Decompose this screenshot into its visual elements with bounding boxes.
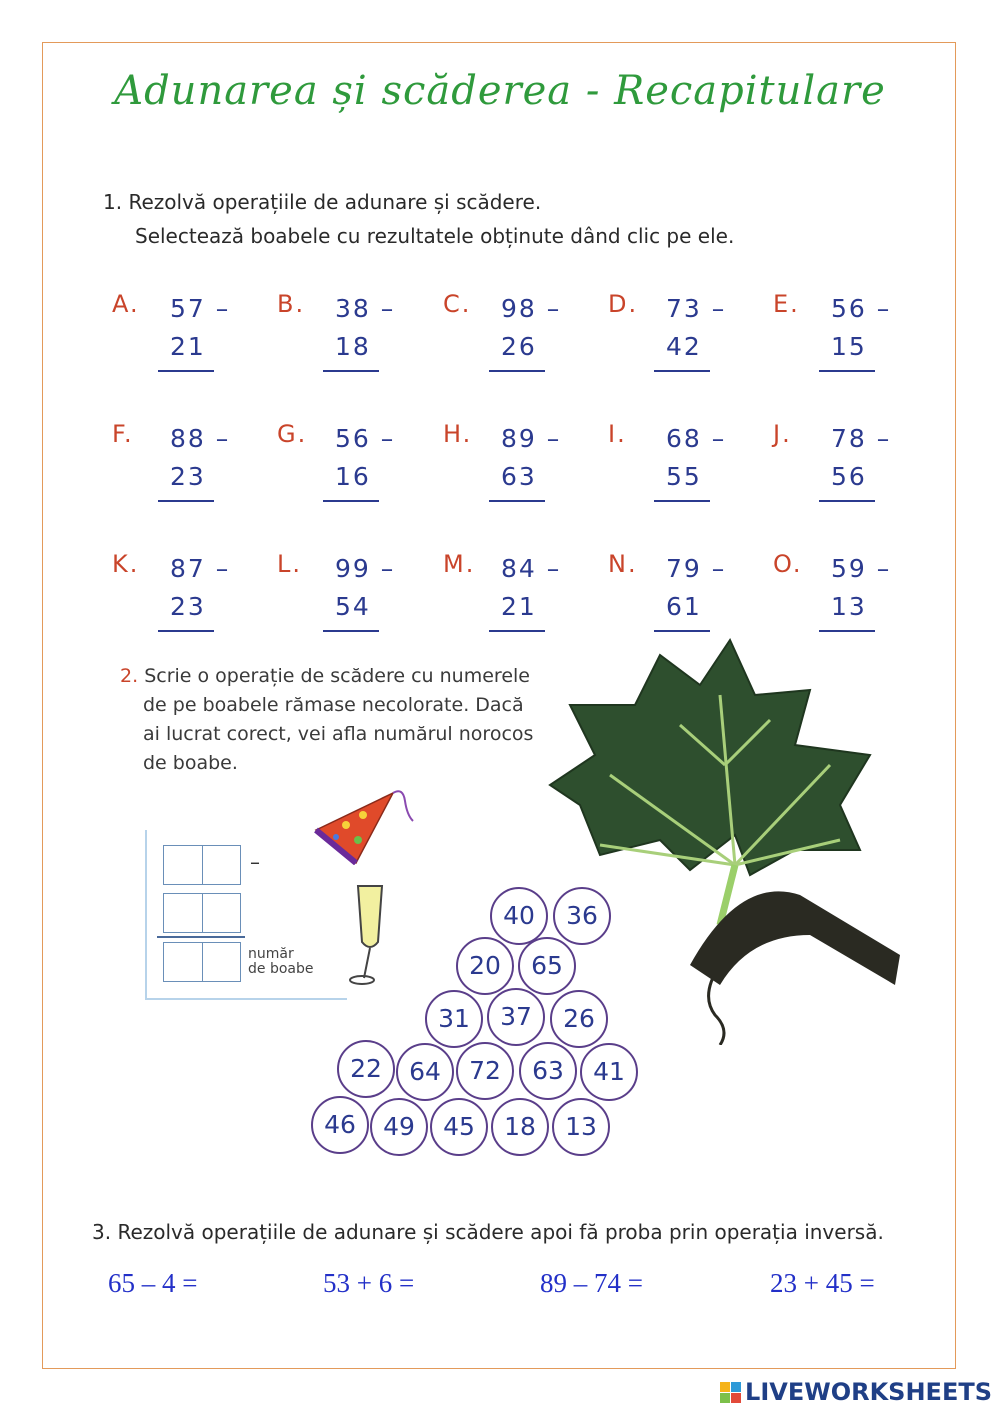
exercise-subtrahend: 23 xyxy=(170,462,206,491)
exercise-O xyxy=(773,550,923,640)
liveworksheets-logo-icon xyxy=(720,1382,741,1403)
exercise-letter: M. xyxy=(443,550,476,578)
minuend-cells[interactable] xyxy=(163,845,241,885)
exercise-letter: F. xyxy=(112,420,134,448)
question-2-number: 2. xyxy=(120,665,139,687)
exercise-letter: G. xyxy=(277,420,308,448)
exercise-minuend: 68 – xyxy=(666,424,727,453)
exercise-minuend: 57 – xyxy=(170,294,231,323)
exercise-F xyxy=(112,420,262,510)
exercise-letter: E. xyxy=(773,290,800,318)
grape-berry[interactable]: 49 xyxy=(370,1098,428,1156)
exercise-letter: O. xyxy=(773,550,803,578)
exercise-subtrahend: 54 xyxy=(335,592,371,621)
exercise-B xyxy=(277,290,427,380)
result-line[interactable] xyxy=(654,630,710,632)
result-line[interactable] xyxy=(489,630,545,632)
exercise-letter: C. xyxy=(443,290,472,318)
exercise-letter: H. xyxy=(443,420,473,448)
exercise-letter: I. xyxy=(608,420,627,448)
exercise-minuend: 89 – xyxy=(501,424,562,453)
result-line[interactable] xyxy=(158,370,214,372)
exercise-minuend: 56 – xyxy=(831,294,892,323)
equation-2: 53 + 6 = xyxy=(323,1268,415,1298)
exercise-I xyxy=(608,420,758,510)
exercise-E xyxy=(773,290,923,380)
exercise-subtrahend: 42 xyxy=(666,332,702,361)
result-line[interactable] xyxy=(489,500,545,502)
question-2 xyxy=(120,662,560,778)
exercise-subtrahend: 13 xyxy=(831,592,867,621)
grape-leaf-icon xyxy=(540,635,910,1045)
box-result-line xyxy=(157,936,245,938)
grape-berry[interactable]: 46 xyxy=(311,1096,369,1154)
question-3: 3. Rezolvă operațiile de adunare și scădere apoi fă proba prin operația inversă. xyxy=(92,1220,884,1244)
result-line[interactable] xyxy=(323,500,379,502)
worksheet-title: Adunarea și scăderea - Recapitulare xyxy=(114,68,886,114)
exercise-A xyxy=(112,290,262,380)
exercise-subtrahend: 21 xyxy=(501,592,537,621)
result-cells[interactable] xyxy=(163,942,241,982)
exercise-minuend: 98 – xyxy=(501,294,562,323)
result-line[interactable] xyxy=(819,370,875,372)
grape-berry[interactable]: 64 xyxy=(396,1043,454,1101)
exercise-letter: N. xyxy=(608,550,638,578)
exercise-J xyxy=(773,420,923,510)
exercise-minuend: 87 – xyxy=(170,554,231,583)
question-2-line-1: Scrie o operație de scădere cu numerele xyxy=(144,665,530,687)
result-line[interactable] xyxy=(323,630,379,632)
question-2-line-4: de boabe. xyxy=(143,752,238,774)
result-line[interactable] xyxy=(819,630,875,632)
exercise-letter: K. xyxy=(112,550,140,578)
party-hat-icon xyxy=(308,785,418,865)
exercise-minuend: 99 – xyxy=(335,554,396,583)
exercise-subtrahend: 26 xyxy=(501,332,537,361)
result-line[interactable] xyxy=(323,370,379,372)
grape-berry[interactable]: 40 xyxy=(490,887,548,945)
question-1-line-2: Selectează boabele cu rezultatele obținute dând clic pe ele. xyxy=(135,224,735,248)
brand-text: LIVEWORKSHEETS xyxy=(745,1378,992,1406)
exercise-C xyxy=(443,290,593,380)
result-line[interactable] xyxy=(158,500,214,502)
exercise-letter: L. xyxy=(277,550,302,578)
grape-berry[interactable]: 63 xyxy=(519,1042,577,1100)
exercise-subtrahend: 21 xyxy=(170,332,206,361)
exercise-N xyxy=(608,550,758,640)
exercise-subtrahend: 63 xyxy=(501,462,537,491)
question-1 xyxy=(103,185,734,253)
grape-berry[interactable]: 18 xyxy=(491,1098,549,1156)
grape-berry[interactable]: 41 xyxy=(580,1043,638,1101)
subtrahend-cells[interactable] xyxy=(163,893,241,933)
exercise-minuend: 38 – xyxy=(335,294,396,323)
grape-berry[interactable]: 45 xyxy=(430,1098,488,1156)
exercise-letter: D. xyxy=(608,290,639,318)
exercise-H xyxy=(443,420,593,510)
exercise-minuend: 84 – xyxy=(501,554,562,583)
exercise-subtrahend: 23 xyxy=(170,592,206,621)
exercise-minuend: 79 – xyxy=(666,554,727,583)
exercise-minuend: 56 – xyxy=(335,424,396,453)
exercise-subtrahend: 61 xyxy=(666,592,702,621)
exercise-subtrahend: 16 xyxy=(335,462,371,491)
exercise-M xyxy=(443,550,593,640)
exercise-minuend: 59 – xyxy=(831,554,892,583)
grape-berry[interactable]: 36 xyxy=(553,887,611,945)
exercise-letter: J. xyxy=(773,420,792,448)
box-result-label xyxy=(248,947,313,977)
exercise-G xyxy=(277,420,427,510)
result-line[interactable] xyxy=(489,370,545,372)
grape-berry[interactable]: 26 xyxy=(550,990,608,1048)
result-line[interactable] xyxy=(819,500,875,502)
box-label-line-2: de boabe xyxy=(248,961,314,977)
champagne-glass-icon xyxy=(340,880,400,990)
exercise-K xyxy=(112,550,262,640)
exercise-D xyxy=(608,290,758,380)
exercise-subtrahend: 55 xyxy=(666,462,702,491)
equation-1: 65 – 4 = xyxy=(108,1268,198,1298)
question-2-line-3: ai lucrat corect, vei afla numărul norocos xyxy=(143,723,534,745)
exercise-subtrahend: 18 xyxy=(335,332,371,361)
equation-3: 89 – 74 = xyxy=(540,1268,643,1298)
question-1-line-1: 1. Rezolvă operațiile de adunare și scădere. xyxy=(103,190,542,214)
grape-berry[interactable]: 65 xyxy=(518,937,576,995)
grape-berry[interactable]: 72 xyxy=(456,1042,514,1100)
result-line[interactable] xyxy=(654,370,710,372)
grape-berry[interactable]: 31 xyxy=(425,990,483,1048)
exercise-minuend: 73 – xyxy=(666,294,727,323)
question-2-line-2: de pe boabele rămase necolorate. Dacă xyxy=(143,694,524,716)
result-line[interactable] xyxy=(158,630,214,632)
exercise-minuend: 88 – xyxy=(170,424,231,453)
exercise-L xyxy=(277,550,427,640)
grape-berry[interactable]: 22 xyxy=(337,1040,395,1098)
liveworksheets-brand xyxy=(720,1378,992,1406)
exercise-letter: A. xyxy=(112,290,140,318)
grape-berry[interactable]: 20 xyxy=(456,937,514,995)
box-label-line-1: număr xyxy=(248,946,294,962)
exercise-subtrahend: 15 xyxy=(831,332,867,361)
grape-berry[interactable]: 37 xyxy=(487,988,545,1046)
exercise-minuend: 78 – xyxy=(831,424,892,453)
exercise-subtrahend: 56 xyxy=(831,462,867,491)
grape-berry[interactable]: 13 xyxy=(552,1098,610,1156)
equation-4: 23 + 45 = xyxy=(770,1268,875,1298)
box-minus-sign: – xyxy=(250,850,260,874)
result-line[interactable] xyxy=(654,500,710,502)
exercise-letter: B. xyxy=(277,290,306,318)
